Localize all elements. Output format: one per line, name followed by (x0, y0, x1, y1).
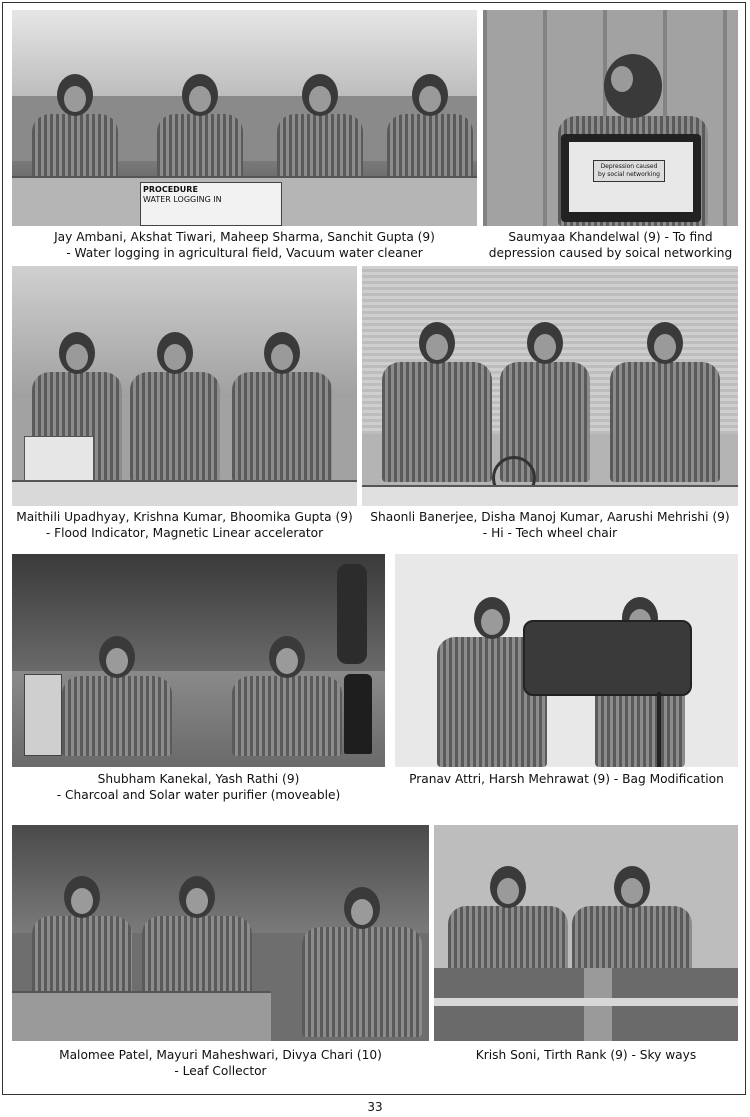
caption-2-line2: depression caused by soical networking (488, 246, 733, 260)
caption-7-line2: - Leaf Collector (174, 1064, 267, 1078)
caption-5 (12, 771, 385, 803)
caption-5-line2: - Charcoal and Solar water purifier (moveable) (56, 788, 341, 802)
photo-depression-study (483, 10, 738, 226)
jar (24, 674, 62, 756)
caption-4 (362, 509, 738, 541)
caption-4-line2: - Hi - Tech wheel chair (482, 526, 618, 540)
photo-flood-indicator (12, 266, 357, 506)
caption-5-line1: Shubham Kanekal, Yash Rathi (9) (97, 772, 300, 786)
caption-3-line1: Maithili Upadhyay, Krishna Kumar, Bhoomika Gupta (9) (16, 510, 353, 524)
caption-6 (395, 771, 738, 787)
suitcase (523, 620, 692, 696)
photo-bag-modification (395, 554, 738, 767)
caption-8 (434, 1047, 738, 1063)
photo-water-logging (12, 10, 477, 226)
laptop-screen-text: Depression caused by social networking (593, 160, 665, 182)
caption-1-line1: Jay Ambani, Akshat Tiwari, Maheep Sharma, Sanchit Gupta (9) (54, 230, 435, 244)
poster-title: PROCEDURE (143, 185, 198, 194)
page-number: 33 (367, 1100, 383, 1114)
caption-1 (12, 229, 477, 261)
caption-1-line2: - Water logging in agricultural field, Vacuum water cleaner (66, 246, 423, 260)
caption-2-line1: Saumyaa Khandelwal (9) - To find (508, 230, 713, 244)
caption-8-line1: Krish Soni, Tirth Rank (9) - Sky ways (475, 1048, 697, 1062)
caption-7-line1: Malomee Patel, Mayuri Maheshwari, Divya Chari (10) (59, 1048, 382, 1062)
caption-4-line1: Shaonli Banerjee, Disha Manoj Kumar, Aarushi Mehrishi (9) (370, 510, 730, 524)
bottle (344, 674, 372, 754)
caption-2 (483, 229, 738, 261)
tripod (657, 692, 661, 767)
laptop (561, 134, 701, 222)
poster-label: WATER LOGGING IN (143, 195, 222, 204)
photo-leaf-collector (12, 825, 429, 1041)
caption-3 (12, 509, 357, 541)
photo-sky-ways (434, 825, 738, 1041)
caption-3-line2: - Flood Indicator, Magnetic Linear accelerator (45, 526, 324, 540)
photo-wheel-chair (362, 266, 738, 506)
bottle-filter (337, 564, 367, 664)
caption-6-line1: Pranav Attri, Harsh Mehrawat (9) - Bag Modification (409, 772, 724, 786)
road-model (434, 968, 738, 1041)
photo-water-purifier (12, 554, 385, 767)
caption-7 (12, 1047, 429, 1079)
project-poster (140, 182, 282, 226)
